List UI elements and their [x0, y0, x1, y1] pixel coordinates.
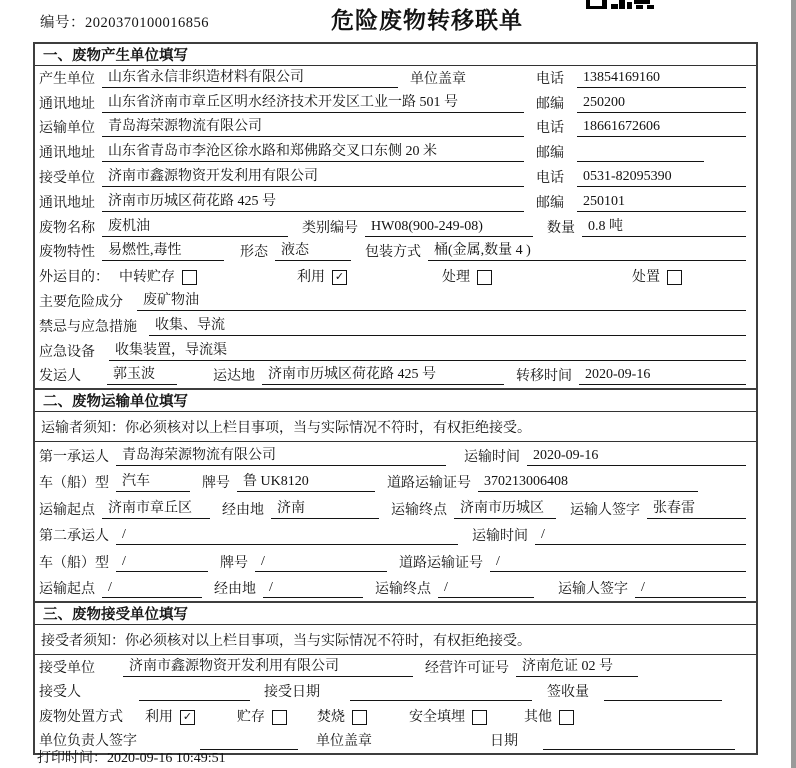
disposal-other-label: 其他	[524, 709, 552, 725]
carrier-signature-2-value: /	[635, 580, 746, 598]
accept-date-value	[350, 685, 532, 701]
disposal-incinerate-label: 焚烧	[317, 709, 345, 725]
row-transport-route-2	[35, 575, 756, 602]
transporter-zip-label: 邮编	[536, 146, 564, 162]
transporter-zip-pair	[536, 142, 746, 162]
disposal-landfill-checkbox	[472, 710, 487, 725]
transporter-notice: 运输者须知：你必须核对以上栏目事项，当与实际情况不符时，有权拒绝接受。	[35, 412, 756, 442]
purpose-option-utilize	[297, 266, 347, 286]
route-via-label: 经由地	[222, 502, 264, 518]
transport-time-label: 运输时间	[464, 449, 520, 465]
route-origin-2-label: 运输起点	[39, 582, 95, 598]
transfer-purpose-label: 外运目的：	[39, 270, 109, 286]
section-producer-title: 一、废物产生单位填写	[35, 44, 756, 66]
emergency-equipment-label: 应急设备	[39, 344, 95, 360]
purpose-utilize-label: 利用	[297, 270, 325, 286]
waste-name-value: 废机油	[102, 215, 288, 237]
row-accept-person	[35, 680, 756, 705]
row-receiver-address	[35, 190, 756, 215]
receiver-address-label: 通讯地址	[39, 195, 95, 211]
transporter-phone-value: 18661672606	[577, 119, 746, 137]
producer-address-value: 山东省济南市章丘区明水经济技术开发区工业一路 501 号	[102, 91, 524, 113]
disposal-option-utilize	[145, 706, 195, 726]
license-number-label: 经营许可证号	[425, 660, 509, 676]
waste-category-label: 类别编号	[302, 220, 358, 236]
producer-phone-value: 13854169160	[577, 70, 746, 88]
section-producer	[35, 44, 756, 388]
row-emergency-measures	[35, 314, 756, 339]
waste-character-value: 易燃性,毒性	[102, 239, 224, 261]
section-transporter-title: 二、废物运输单位填写	[35, 390, 756, 412]
row-producer-name	[35, 66, 756, 91]
route-via-2-label: 经由地	[214, 582, 256, 598]
receiver-zip-pair	[536, 192, 746, 212]
receiver-address-value: 济南市历城区荷花路 425 号	[102, 190, 524, 212]
transporter-zip-value	[577, 146, 704, 162]
purpose-treat-checkbox	[477, 270, 492, 285]
page-title: 危险废物转移联单	[331, 8, 523, 33]
first-carrier-label: 第一承运人	[39, 449, 109, 465]
purpose-option-transit-storage	[119, 266, 197, 286]
purpose-dispose-label: 处置	[632, 270, 660, 286]
window-edge	[791, 0, 796, 768]
hazard-component-label: 主要危险成分	[39, 294, 123, 310]
plate-number-label: 牌号	[202, 476, 230, 492]
producer-zip-pair	[536, 93, 746, 113]
producer-zip-label: 邮编	[536, 96, 564, 112]
row-transfer-purpose	[35, 264, 756, 289]
transport-time-2-value: /	[535, 527, 746, 545]
producer-name-value: 山东省永信非织造材料有限公司	[102, 66, 398, 88]
producer-phone-pair	[536, 68, 746, 88]
route-origin-2-value: /	[102, 580, 202, 598]
disposal-landfill-label: 安全填埋	[409, 709, 465, 725]
receiver-phone-pair	[536, 167, 746, 187]
section-receiver	[35, 601, 756, 753]
disposal-utilize-label: 利用	[145, 709, 173, 725]
transport-time-value: 2020-09-16	[527, 448, 746, 466]
purpose-utilize-checkbox: ✓	[332, 270, 347, 285]
destination-label: 运达地	[213, 369, 255, 385]
transfer-form	[33, 42, 758, 755]
disposal-option-incinerate	[317, 706, 367, 726]
plate-number-2-value: /	[255, 554, 387, 572]
transporter-name-label: 运输单位	[39, 121, 95, 137]
waste-quantity-value: 0.8 吨	[582, 215, 746, 237]
purpose-option-treat	[442, 266, 492, 286]
date-value	[543, 734, 735, 750]
vehicle-type-value: 汽车	[116, 470, 190, 492]
route-end-value: 济南市历城区	[454, 497, 556, 519]
unit-seal-2-label: 单位盖章	[316, 734, 372, 750]
waste-character-label: 废物特性	[39, 245, 95, 261]
transporter-address-value: 山东省青岛市李沧区徐水路和郑佛路交叉口东侧 20 米	[102, 140, 524, 162]
row-consignor	[35, 364, 756, 389]
emergency-measures-label: 禁忌与应急措施	[39, 319, 137, 335]
row-receiver-name	[35, 165, 756, 190]
transfer-time-value: 2020-09-16	[579, 367, 746, 385]
print-time-label: 打印时间：	[37, 751, 107, 766]
disposal-other-checkbox	[559, 710, 574, 725]
vehicle-type-2-label: 车（船）型	[39, 555, 109, 571]
hazard-component-value: 废矿物油	[137, 289, 746, 311]
signed-quantity-value	[604, 685, 722, 701]
accept-person-value	[139, 685, 250, 701]
row-first-carrier	[35, 442, 756, 469]
receiver-phone-value: 0531-82095390	[577, 169, 746, 187]
emergency-equipment-value: 收集装置，导流渠	[109, 339, 746, 361]
route-origin-value: 济南市章丘区	[102, 497, 210, 519]
transporter-address-label: 通讯地址	[39, 146, 95, 162]
unit-seal-label: 单位盖章	[410, 71, 466, 87]
disposal-option-store	[237, 706, 287, 726]
accept-unit-value: 济南市鑫源物资开发利用有限公司	[123, 655, 413, 677]
document-number	[40, 11, 209, 32]
disposal-incinerate-checkbox	[352, 710, 367, 725]
first-carrier-value: 青岛海荣源物流有限公司	[116, 444, 446, 466]
road-permit-2-label: 道路运输证号	[399, 555, 483, 571]
transporter-phone-label: 电话	[536, 121, 564, 137]
route-end-2-label: 运输终点	[375, 582, 431, 598]
destination-value: 济南市历城区荷花路 425 号	[262, 363, 504, 385]
transfer-time-label: 转移时间	[516, 369, 572, 385]
plate-number-value: 鲁 UK8120	[237, 470, 375, 492]
disposal-utilize-checkbox: ✓	[180, 710, 195, 725]
second-carrier-value: /	[116, 527, 458, 545]
purpose-option-dispose	[632, 266, 682, 286]
vehicle-type-2-value: /	[116, 554, 208, 572]
consignor-value: 郭玉波	[107, 363, 177, 385]
plate-number-2-label: 牌号	[220, 555, 248, 571]
transporter-phone-pair	[536, 117, 746, 137]
packing-method-value: 桶(金属,数量 4 )	[428, 239, 746, 261]
road-permit-2-value: /	[490, 554, 746, 572]
responsible-signature-label: 单位负责人签字	[39, 734, 137, 750]
document-number-value: 2020370100016856	[85, 15, 209, 31]
carrier-signature-value: 张春雷	[647, 497, 746, 519]
row-vehicle-type-2	[35, 548, 756, 575]
carrier-signature-label: 运输人签字	[570, 502, 640, 518]
route-end-2-value: /	[438, 580, 534, 598]
receiver-notice: 接受者须知：你必须核对以上栏目事项，当与实际情况不符时，有权拒绝接受。	[35, 625, 756, 655]
receiver-name-value: 济南市鑫源物资开发利用有限公司	[102, 165, 524, 187]
consignor-label: 发运人	[39, 369, 81, 385]
date-label: 日期	[490, 734, 518, 750]
emergency-measures-value: 收集、导流	[149, 314, 746, 336]
carrier-signature-2-label: 运输人签字	[558, 582, 628, 598]
accept-person-label: 接受人	[39, 685, 81, 701]
waste-name-label: 废物名称	[39, 220, 95, 236]
second-carrier-label: 第二承运人	[39, 529, 109, 545]
route-via-2-value: /	[263, 580, 363, 598]
row-disposal-method	[35, 704, 756, 729]
disposal-store-label: 贮存	[237, 709, 265, 725]
row-waste-character	[35, 240, 756, 265]
route-end-label: 运输终点	[391, 502, 447, 518]
accept-date-label: 接受日期	[264, 685, 320, 701]
qr-code-fragment-icon	[586, 0, 654, 9]
print-time-value: 2020-09-16 10:49:51	[107, 751, 226, 766]
purpose-transit-storage-label: 中转贮存	[119, 270, 175, 286]
disposal-method-label: 废物处置方式	[39, 709, 123, 725]
row-emergency-equipment	[35, 339, 756, 364]
row-accept-unit	[35, 655, 756, 680]
transporter-name-value: 青岛海荣源物流有限公司	[102, 115, 524, 137]
transport-time-2-label: 运输时间	[472, 529, 528, 545]
row-vehicle-type-1	[35, 469, 756, 496]
purpose-dispose-checkbox	[667, 270, 682, 285]
signed-quantity-label: 签收量	[547, 685, 589, 701]
producer-zip-value: 250200	[577, 95, 746, 113]
disposal-store-checkbox	[272, 710, 287, 725]
disposal-option-landfill	[409, 706, 487, 726]
route-via-value: 济南	[271, 497, 379, 519]
waste-form-label: 形态	[240, 245, 268, 261]
receiver-zip-label: 邮编	[536, 195, 564, 211]
row-transporter-name	[35, 116, 756, 141]
waste-form-value: 液态	[275, 239, 351, 261]
vehicle-type-label: 车（船）型	[39, 476, 109, 492]
waste-quantity-label: 数量	[547, 220, 575, 236]
purpose-treat-label: 处理	[442, 270, 470, 286]
receiver-phone-label: 电话	[536, 170, 564, 186]
producer-name-label: 产生单位	[39, 71, 95, 87]
receiver-zip-value: 250101	[577, 194, 746, 212]
document-number-label: 编号：	[40, 15, 85, 31]
section-receiver-title: 三、废物接受单位填写	[35, 603, 756, 625]
receiver-name-label: 接受单位	[39, 170, 95, 186]
disposal-option-other	[524, 706, 574, 726]
row-transport-route-1	[35, 495, 756, 522]
road-permit-label: 道路运输证号	[387, 476, 471, 492]
packing-method-label: 包装方式	[365, 245, 421, 261]
license-number-value: 济南危证 02 号	[516, 655, 638, 677]
print-time	[37, 747, 226, 767]
row-producer-address	[35, 91, 756, 116]
producer-phone-label: 电话	[536, 71, 564, 87]
producer-address-label: 通讯地址	[39, 96, 95, 112]
row-second-carrier	[35, 522, 756, 549]
row-hazard-component	[35, 289, 756, 314]
row-waste-name	[35, 215, 756, 240]
road-permit-value: 370213006408	[478, 474, 698, 492]
waste-category-value: HW08(900-249-08)	[365, 219, 533, 237]
section-transporter	[35, 388, 756, 601]
row-transporter-address	[35, 140, 756, 165]
accept-unit-label: 接受单位	[39, 660, 95, 676]
route-origin-label: 运输起点	[39, 502, 95, 518]
purpose-transit-storage-checkbox	[182, 270, 197, 285]
